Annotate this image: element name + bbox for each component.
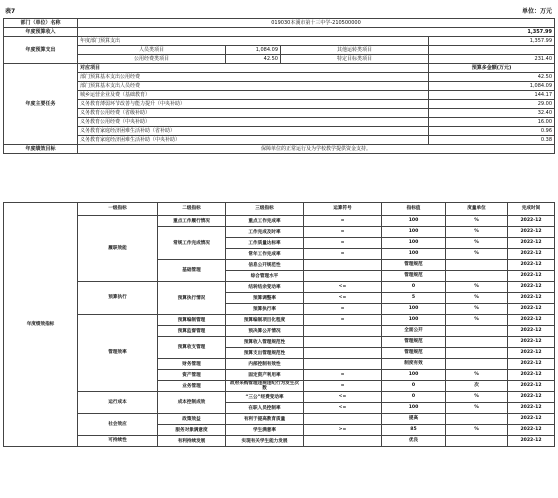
indicator-row: [4, 392, 555, 403]
special-target-label: 特定目标类项目: [281, 55, 429, 64]
indicator-col-header: 二级指标: [158, 203, 226, 216]
indicator-value: 100: [382, 304, 446, 315]
indicator-level3: 在职人员控制率: [226, 403, 304, 414]
indicator-col-header: 运算符号: [304, 203, 382, 216]
budget-col-header: 预算多金额(万元): [429, 64, 555, 73]
task-amount: 16.00: [429, 118, 555, 127]
indicator-operator: <=: [304, 293, 382, 304]
indicator-level2: 常规工作完成情况: [158, 227, 226, 260]
task-name: 义务教育薄弱环节改善与能力提升（中央补助）: [78, 100, 429, 109]
indicator-operator: [304, 260, 382, 271]
indicator-level3: “三公”经费变动率: [226, 392, 304, 403]
special-target-value: 231.40: [429, 55, 555, 64]
indicator-completion-time: 2022-12: [508, 227, 555, 238]
budget-income-value: 1,357.99: [78, 28, 555, 37]
indicator-operator: [304, 326, 382, 337]
indicator-row: [4, 436, 555, 447]
indicator-value: 管理规范: [382, 271, 446, 282]
indicator-level3: 工作质量达标率: [226, 238, 304, 249]
indicator-level3: 预算收入管理规范性: [226, 337, 304, 348]
budget-income-label: 年度预算收入: [4, 28, 78, 37]
indicator-value: 提高: [382, 414, 446, 425]
indicator-level2: 重点工作履行情况: [158, 216, 226, 227]
indicator-level3: 工作完成及时率: [226, 227, 304, 238]
indicator-value: 管理规范: [382, 348, 446, 359]
indicator-unit: [446, 337, 508, 348]
indicator-completion-time: 2022-12: [508, 216, 555, 227]
indicator-level1: 管理效率: [78, 315, 158, 392]
indicator-col-header: 一级指标: [78, 203, 158, 216]
indicator-completion-time: 2022-12: [508, 403, 555, 414]
unit-name-value: 019030本溪市第十三中学-210500000: [78, 19, 555, 28]
personnel-label: 人员类项目: [78, 46, 226, 55]
indicator-value: 100: [382, 315, 446, 326]
indicator-unit: %: [446, 293, 508, 304]
indicator-operator: =: [304, 304, 382, 315]
indicator-completion-time: 2022-12: [508, 414, 555, 425]
indicator-unit: %: [446, 249, 508, 260]
task-amount: 32.40: [429, 109, 555, 118]
indicator-value: 100: [382, 238, 446, 249]
indicator-unit: [446, 326, 508, 337]
indicator-unit: [446, 436, 508, 447]
indicator-level2: 政策效益: [158, 414, 226, 425]
task-name: 部门预算基本支出人员经费: [78, 82, 429, 91]
indicator-level3: 预决算公开情况: [226, 326, 304, 337]
task-name: 义务教育家庭经济困难生活补助（中央补助）: [78, 136, 429, 145]
report-code: 表7: [5, 8, 16, 15]
task-name: 城乡运营企业及费（基础教育）: [78, 91, 429, 100]
indicator-unit: [446, 359, 508, 370]
indicator-operator: [304, 348, 382, 359]
indicator-completion-time: 2022-12: [508, 425, 555, 436]
indicator-operator: [304, 414, 382, 425]
indicator-operator: =: [304, 370, 382, 381]
unit-of-measure: 单位：万元: [521, 8, 552, 15]
indicator-completion-time: 2022-12: [508, 436, 555, 447]
indicator-completion-time: 2022-12: [508, 282, 555, 293]
indicator-level3: 有利于提高教育质量: [226, 414, 304, 425]
indicator-unit: %: [446, 227, 508, 238]
indicator-row: [4, 282, 555, 293]
annual-goal-label: 年度绩效目标: [4, 145, 78, 154]
indicator-value: 100: [382, 403, 446, 414]
indicator-unit: [446, 260, 508, 271]
indicator-level3: 预算执行率: [226, 304, 304, 315]
indicator-completion-time: 2022-12: [508, 348, 555, 359]
indicator-level3: 固定资产利用率: [226, 370, 304, 381]
indicator-level3: 实现有关学生能力发展: [226, 436, 304, 447]
indicator-operator: [304, 337, 382, 348]
indicator-unit: %: [446, 315, 508, 326]
unit-name-label: 部门（单位）名称: [4, 19, 78, 28]
indicator-unit: %: [446, 425, 508, 436]
indicator-value: 管理规范: [382, 337, 446, 348]
indicator-operator: =: [304, 381, 382, 392]
indicator-col-header: 度量单位: [446, 203, 508, 216]
indicator-value: 全面公开: [382, 326, 446, 337]
indicator-level3: 信息公开规范性: [226, 260, 304, 271]
task-amount: 42.50: [429, 73, 555, 82]
indicator-row: [4, 414, 555, 425]
task-amount: 29.00: [429, 100, 555, 109]
indicator-level2: 资产管理: [158, 370, 226, 381]
indicator-completion-time: 2022-12: [508, 337, 555, 348]
indicator-level2: 有利持续发展: [158, 436, 226, 447]
indicator-row: [4, 216, 555, 227]
indicator-operator: =: [304, 315, 382, 326]
indicator-unit: [446, 348, 508, 359]
indicator-unit: %: [446, 370, 508, 381]
indicator-level3: 政府采购管理违规违纪行为发生次数: [226, 381, 304, 392]
other-operation-value: [429, 46, 555, 55]
dept-expense-label: 年度部门预算支出: [78, 37, 429, 46]
other-operation-label: 其他运转类项目: [281, 46, 429, 55]
indicator-operator: [304, 359, 382, 370]
task-amount: 1,084.09: [429, 82, 555, 91]
indicator-completion-time: 2022-12: [508, 260, 555, 271]
indicator-unit: %: [446, 304, 508, 315]
indicator-level1: 预算执行: [78, 282, 158, 315]
indicator-unit: %: [446, 392, 508, 403]
indicator-level3: 预算调整率: [226, 293, 304, 304]
task-name: 义务教育公用经费（中央补助）: [78, 118, 429, 127]
indicator-value: 管理规范: [382, 260, 446, 271]
indicator-completion-time: 2022-12: [508, 370, 555, 381]
indicator-value: 100: [382, 216, 446, 227]
main-tasks-label: 年度主要任务: [4, 64, 78, 145]
indicator-unit: %: [446, 238, 508, 249]
indicator-value: 100: [382, 227, 446, 238]
indicator-unit: %: [446, 403, 508, 414]
indicator-col-header: 三级指标: [226, 203, 304, 216]
task-amount: 0.96: [429, 127, 555, 136]
indicator-level3: 综合管理水平: [226, 271, 304, 282]
indicator-level2: 预算执行情况: [158, 282, 226, 315]
indicator-level2: 预算编制管理: [158, 315, 226, 326]
indicator-level1: 履职效能: [78, 216, 158, 282]
performance-indicator-table: [3, 202, 555, 447]
indicator-unit: [446, 271, 508, 282]
indicator-operator: >=: [304, 425, 382, 436]
indicator-col-header: 指标值: [382, 203, 446, 216]
indicator-unit: 次: [446, 381, 508, 392]
dept-expense-value: 1,357.99: [429, 37, 555, 46]
indicator-level2: 基础管理: [158, 260, 226, 282]
indicator-level1: 可持续性: [78, 436, 158, 447]
indicator-value: 0: [382, 381, 446, 392]
budget-summary-table: [3, 18, 555, 154]
indicator-operator: =: [304, 238, 382, 249]
task-name: 部门预算基本支出公用经费: [78, 73, 429, 82]
indicator-operator: [304, 271, 382, 282]
indicator-level3: 常年工作完成率: [226, 249, 304, 260]
indicator-completion-time: 2022-12: [508, 381, 555, 392]
indicator-completion-time: 2022-12: [508, 238, 555, 249]
task-amount: 0.38: [429, 136, 555, 145]
indicator-level2: 预算收支管理: [158, 337, 226, 359]
indicator-operator: <=: [304, 403, 382, 414]
indicator-level3: 预算编制项目化程度: [226, 315, 304, 326]
indicator-completion-time: 2022-12: [508, 392, 555, 403]
indicator-level2: 业务管理: [158, 381, 226, 392]
public-funds-value: 42.50: [226, 55, 281, 64]
indicator-row: [4, 315, 555, 326]
indicator-completion-time: 2022-12: [508, 304, 555, 315]
indicator-value: 0: [382, 392, 446, 403]
budget-expense-label: 年度预算支出: [4, 37, 78, 64]
indicator-value: 0: [382, 282, 446, 293]
indicator-value: 5: [382, 293, 446, 304]
indicator-level2: 成本控制成效: [158, 392, 226, 414]
indicator-level3: 学生满意率: [226, 425, 304, 436]
annual-goal-value: 保障单位的正常运行及为学校教学提供资金支持。: [78, 145, 555, 154]
indicator-completion-time: 2022-12: [508, 249, 555, 260]
indicator-level2: 预算监督管理: [158, 326, 226, 337]
indicator-level3: 重点工作完成率: [226, 216, 304, 227]
indicator-value: 100: [382, 249, 446, 260]
indicator-operator: =: [304, 249, 382, 260]
indicator-level1: 运行成本: [78, 392, 158, 414]
indicator-level3: 结转结余变动率: [226, 282, 304, 293]
indicator-completion-time: 2022-12: [508, 359, 555, 370]
indicator-value: 85: [382, 425, 446, 436]
indicator-level3: 内部控制有效性: [226, 359, 304, 370]
indicator-completion-time: 2022-12: [508, 326, 555, 337]
indicator-unit: %: [446, 282, 508, 293]
public-funds-label: 公用经费类项目: [78, 55, 226, 64]
task-name: 义务教育家庭经济困难生活补助（省补助）: [78, 127, 429, 136]
indicator-level2: 财务管理: [158, 359, 226, 370]
indicator-value: 制度有效: [382, 359, 446, 370]
indicator-value: 优良: [382, 436, 446, 447]
indicator-unit: %: [446, 216, 508, 227]
indicator-level3: 预算支出管理规范性: [226, 348, 304, 359]
indicator-operator: [304, 436, 382, 447]
personnel-value: 1,084.09: [226, 46, 281, 55]
indicators-label: 年度绩效指标: [4, 203, 78, 447]
task-col-header: 对应项目: [78, 64, 429, 73]
indicator-unit: [446, 414, 508, 425]
indicator-operator: =: [304, 216, 382, 227]
indicator-level1: 社会效应: [78, 414, 158, 436]
indicator-operator: =: [304, 227, 382, 238]
indicator-col-header: 完成时间: [508, 203, 555, 216]
indicator-operator: <=: [304, 392, 382, 403]
task-amount: 144.17: [429, 91, 555, 100]
task-name: 义务教育公用经费（省级补助）: [78, 109, 429, 118]
indicator-completion-time: 2022-12: [508, 293, 555, 304]
indicator-level2: 服务对象满意度: [158, 425, 226, 436]
indicator-completion-time: 2022-12: [508, 271, 555, 282]
indicator-value: 100: [382, 370, 446, 381]
indicator-completion-time: 2022-12: [508, 315, 555, 326]
indicator-operator: <=: [304, 282, 382, 293]
